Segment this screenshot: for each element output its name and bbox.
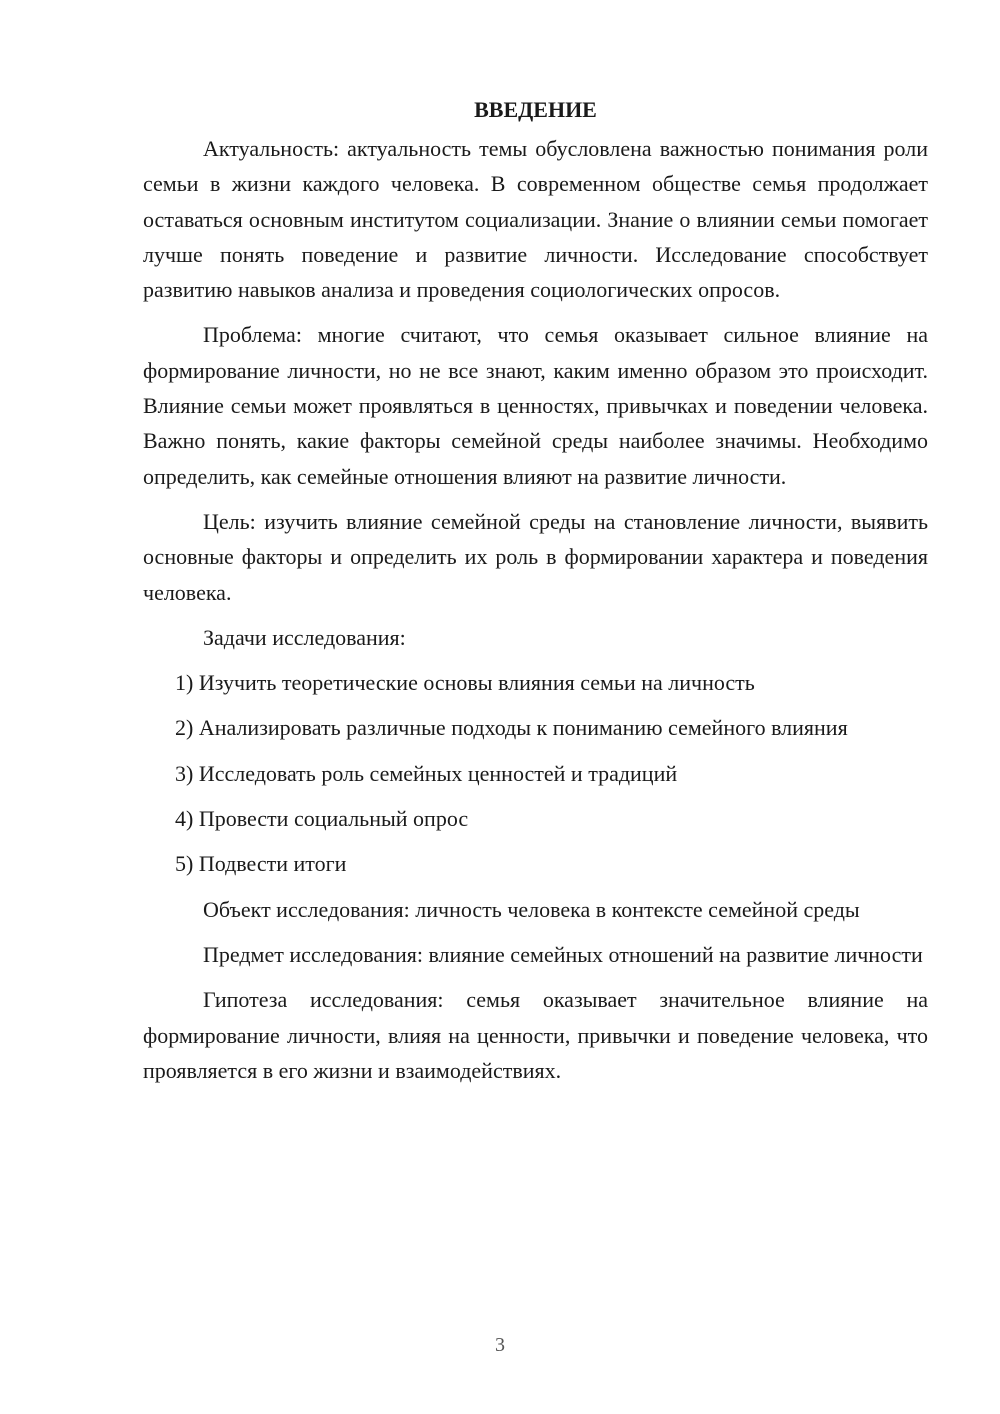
tasks-heading: Задачи исследования: [203, 624, 406, 650]
task-item-4: 4) Провести социальный опрос [175, 806, 469, 832]
page-title: ВВЕДЕНИЕ [474, 97, 597, 122]
paragraph-relevance: Актуальность: актуальность темы обусловлена важностью понимания роли семьи в жизни каждого человека. В современном обществе семья продолжает оставаться основным институтом социализации. Знание о влиянии семьи помогает лучше понять поведение и развитие личности. Исследование способствует развитию навыков анализа и проведения социологических опросов. [143, 136, 928, 303]
task-item-5: 5) Подвести итоги [175, 851, 347, 877]
paragraph-hypothesis: Гипотеза исследования: семья оказывает значительное влияние на формирование личности, влияя на ценности, привычки и поведение человека, что проявляется в его жизни и взаимодействиях. [143, 987, 928, 1083]
paragraph-object: Объект исследования: личность человека в контексте семейной среды [203, 896, 860, 922]
task-item-1: 1) Изучить теоретические основы влияния семьи на личность [175, 670, 755, 696]
paragraph-problem: Проблема: многие считают, что семья оказывает сильное влияние на формирование личности, но не все знают, каким именно образом это происходит. Влияние семьи может проявляться в ценностях, привычках и поведении человека. Важно понять, какие факторы семейной среды наиболее значимы. Необходимо определить, как семейные отношения влияют на развитие личности. [143, 322, 928, 489]
paragraph-subject: Предмет исследования: влияние семейных отношений на развитие личности [203, 941, 923, 967]
document-page [143, 92, 928, 1098]
page-number: 3 [495, 1334, 505, 1356]
task-item-3: 3) Исследовать роль семейных ценностей и традиций [175, 760, 678, 786]
task-item-2: 2) Анализировать различные подходы к пониманию семейного влияния [175, 715, 848, 741]
paragraph-goal: Цель: изучить влияние семейной среды на становление личности, выявить основные факторы и определить их роль в формировании характера и поведения человека. [143, 508, 928, 605]
